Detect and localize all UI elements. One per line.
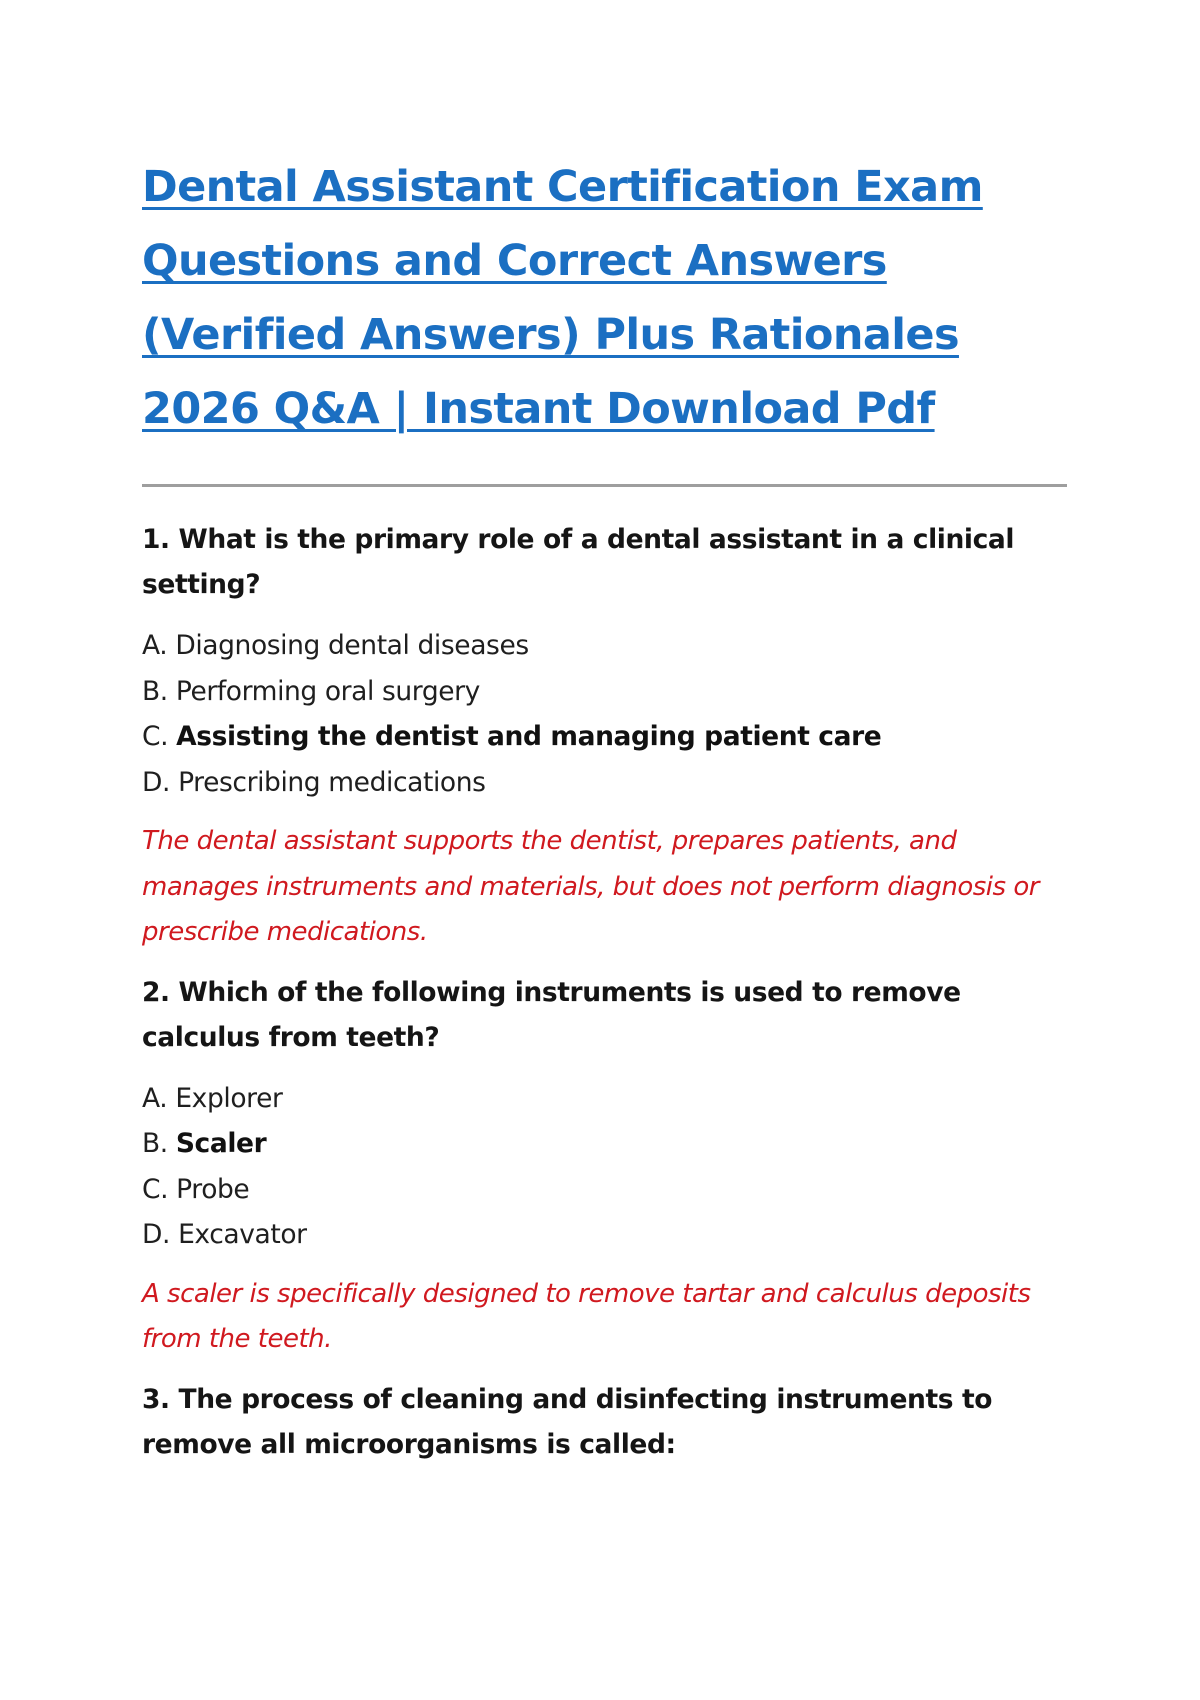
option-text: Explorer — [175, 1082, 283, 1114]
option-list — [142, 1076, 1072, 1258]
option-text: Performing oral surgery — [175, 675, 480, 707]
correct-answer-text: Scaler — [175, 1128, 267, 1159]
title-link[interactable]: Dental Assistant Certification Exam Questions and Correct Answers (Verified Answers) Plus Rationales 2026 Q&A | Instant Download Pdf — [142, 162, 983, 434]
question-text: 3. The process of cleaning and disinfecting instruments to remove all microorganisms is called: — [142, 1383, 993, 1460]
option-letter: B. — [142, 675, 168, 707]
option-list — [142, 623, 1072, 805]
option-text: Probe — [176, 1173, 250, 1205]
question-block — [142, 970, 1072, 1363]
option-item — [142, 623, 1072, 669]
document-title — [142, 150, 1072, 446]
option-text: Prescribing medications — [178, 766, 486, 798]
option-letter: A. — [142, 630, 168, 661]
divider — [142, 484, 1067, 487]
option-item — [142, 1076, 1072, 1122]
question-text: 1. What is the primary role of a dental assistant in a clinical setting? — [142, 524, 1015, 600]
option-letter: D. — [142, 1219, 171, 1250]
rationale-text: The dental assistant supports the dentist, prepares patients, and manages instruments and materials, but does not perform diagnosis or prescribe medications. — [142, 826, 1039, 947]
question-block — [142, 1377, 1072, 1467]
option-letter: A. — [142, 1082, 168, 1114]
question-block — [142, 517, 1072, 956]
option-item — [142, 1212, 1072, 1258]
option-item-correct — [142, 1121, 1072, 1167]
option-item — [142, 669, 1072, 715]
option-letter: C. — [142, 721, 169, 752]
question-text: 2. Which of the following instruments is used to remove calculus from teeth? — [142, 976, 961, 1053]
option-text: Excavator — [178, 1219, 307, 1250]
document-page — [142, 150, 1072, 1467]
correct-answer-text: Assisting the dentist and managing patient care — [176, 721, 882, 752]
option-item — [142, 1167, 1072, 1213]
option-item — [142, 760, 1072, 806]
option-item-correct — [142, 714, 1072, 760]
rationale-text: A scaler is specifically designed to remove tartar and calculus deposits from the teeth. — [142, 1278, 1031, 1354]
option-letter: C. — [142, 1173, 169, 1205]
option-text: Diagnosing dental diseases — [175, 630, 529, 661]
option-letter: D. — [142, 766, 171, 798]
option-letter: B. — [142, 1128, 168, 1159]
